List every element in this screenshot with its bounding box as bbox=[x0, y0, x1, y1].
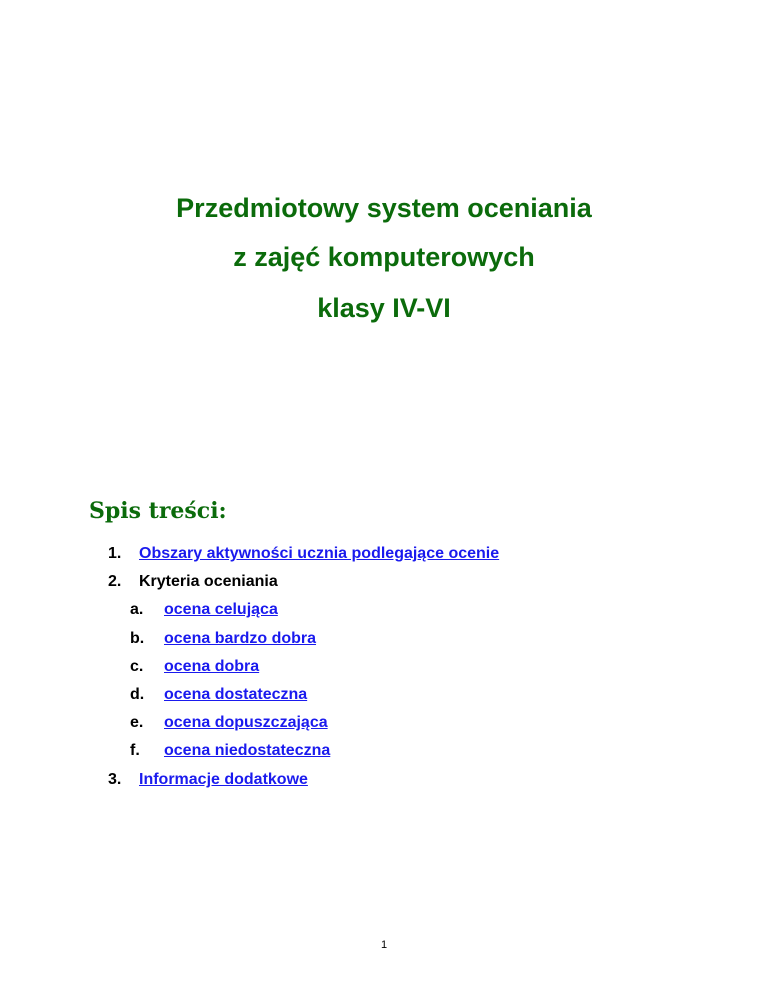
title-line-3: klasy IV-VI bbox=[317, 293, 451, 323]
toc-item-number: d. bbox=[130, 686, 145, 703]
title-line-1: Przedmiotowy system oceniania bbox=[176, 193, 592, 223]
toc-link-dostateczna[interactable]: ocena dostateczna bbox=[164, 686, 308, 703]
toc-item-label: Kryteria oceniania bbox=[139, 573, 278, 590]
toc-item-dobra bbox=[130, 658, 259, 676]
toc-item-number: e. bbox=[130, 714, 144, 731]
toc-item-obszary bbox=[108, 545, 499, 563]
toc-link-informacje[interactable]: Informacje dodatkowe bbox=[139, 771, 308, 788]
toc-link-dopuszczajaca[interactable]: ocena dopuszczająca bbox=[164, 714, 328, 731]
title-line-2: z zajęć komputerowych bbox=[233, 242, 535, 272]
toc-item-number: b. bbox=[130, 630, 145, 647]
toc-item-number: f. bbox=[130, 742, 140, 759]
toc-item-kryteria bbox=[108, 573, 278, 591]
toc-heading: Spis treści: bbox=[89, 498, 227, 524]
toc-item-celujaca bbox=[130, 601, 278, 619]
toc-item-number: a. bbox=[130, 601, 144, 618]
toc-link-celujaca[interactable]: ocena celująca bbox=[164, 601, 278, 618]
toc-item-number: c. bbox=[130, 658, 144, 675]
page-number: 1 bbox=[380, 939, 388, 951]
toc-item-informacje bbox=[108, 771, 308, 789]
toc-link-dobra[interactable]: ocena dobra bbox=[164, 658, 260, 675]
toc-item-number: 1. bbox=[108, 545, 122, 562]
toc-item-bardzo-dobra bbox=[130, 630, 316, 648]
toc-item-niedostateczna bbox=[130, 742, 330, 760]
toc-link-niedostateczna[interactable]: ocena niedostateczna bbox=[164, 742, 331, 759]
toc-item-number: 2. bbox=[108, 573, 122, 590]
toc-link-bardzo-dobra[interactable]: ocena bardzo dobra bbox=[164, 630, 317, 647]
toc-item-dostateczna bbox=[130, 686, 307, 704]
toc-item-number: 3. bbox=[108, 771, 122, 788]
toc-item-dopuszczajaca bbox=[130, 714, 328, 732]
toc-link-obszary[interactable]: Obszary aktywności ucznia podlegające ocenie bbox=[139, 545, 500, 562]
